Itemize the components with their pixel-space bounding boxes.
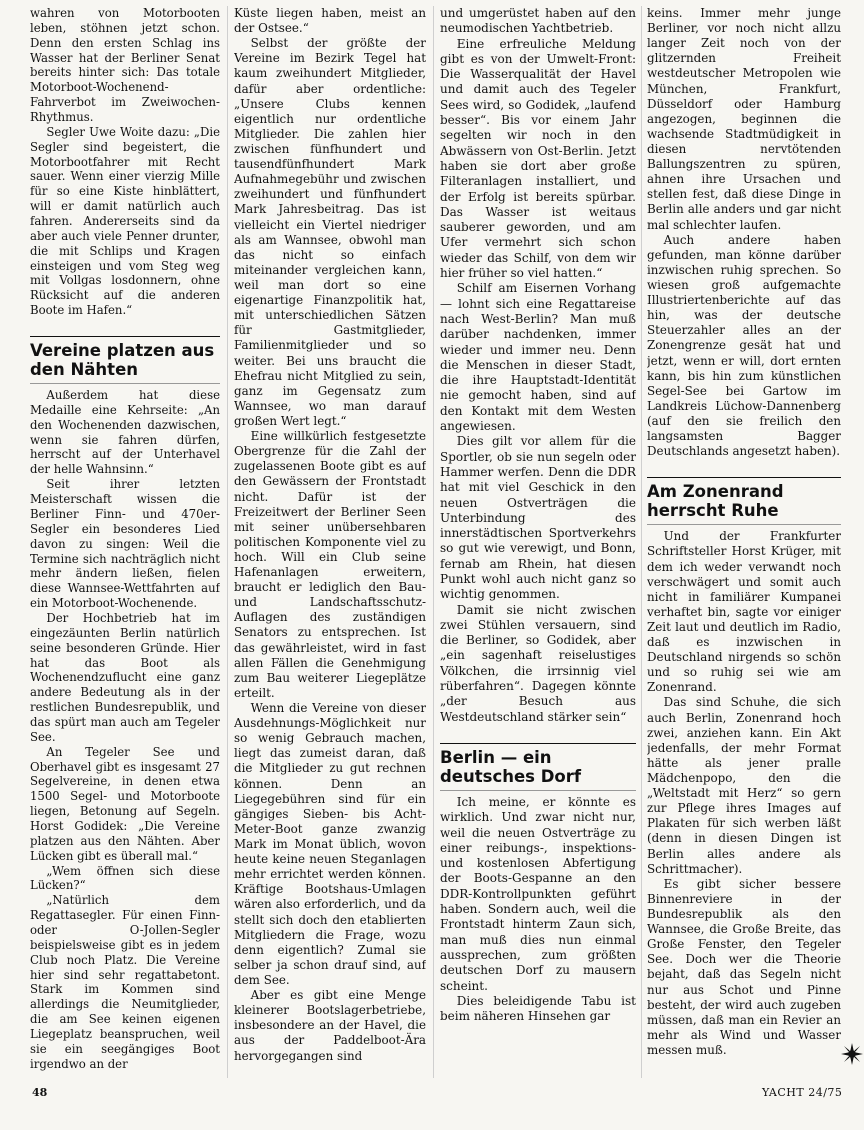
section-heading: Berlin — ein deutsches Dorf bbox=[440, 743, 636, 791]
paragraph: Das sind Schuhe, die sich auch Berlin, Zonenrand hoch zwei, anziehen kann. Ein Akt jedenfalls, der mehr Format hätte als jener pralle Mädchenpopo, den die „Weltstadt mit Herz“ so gern zur Pflege ihres Images auf Plakaten für sich werben läßt (denn in diesen Dingen ist Berlin alles andere als Schrittmacher). bbox=[647, 695, 841, 876]
paragraph: Eine erfreuliche Meldung gibt es von der Umwelt-Front: Die Wasserqualität der Havel und damit auch des Tegeler Sees wird, so Godidek, „laufend besser“. Bis vor einem Jahr segelten wir noch in den Abwässern von Ost-Berlin. Jetzt haben sie dort aber große Filteranlagen installiert, und der Erfolg ist bereits spürbar. Das Wasser ist weitaus sauberer geworden, und am Ufer vermehrt sich schon wieder das Schilf, von dem wir hier früher so viel hatten.“ bbox=[440, 36, 636, 281]
column-1 bbox=[30, 6, 220, 1078]
column-2 bbox=[234, 6, 426, 1078]
page-number: 48 bbox=[32, 1086, 48, 1099]
paragraph: Ich meine, er könnte es wirklich. Und zwar nicht nur, weil die neuen Ostverträge zu einer reibungs-, inspektions- und kostenlosen Abfertigung der Boots-Gespanne an den DDR-Kontrollpunkten geführt haben. Sondern auch, weil die Frontstadt hinterm Zaun sich, man muß dies nun einmal aussprechen, zum größten deutschen Dorf zu mausern scheint. bbox=[440, 794, 636, 993]
paragraph: Es gibt sicher bessere Binnenreviere in der Bundesrepublik als den Wannsee, die Große Breite, das Große Fenster, den Tegeler See. Doch wer die Theorie bejaht, daß das Segeln nicht nur aus Schot und Pinne besteht, der wird auch zugeben müssen, daß man ein Revier an mehr als Wind und Wasser messen muß. bbox=[647, 876, 841, 1057]
column-4 bbox=[647, 6, 841, 1078]
paragraph: und umgerüstet haben auf den neumodischen Yachtbetrieb. bbox=[440, 6, 636, 36]
paragraph: Außerdem hat diese Medaille eine Kehrseite: „An den Wochenenden dazwischen, wenn sie fahren dürfen, herrscht auf der Unterhavel der helle Wahnsinn.“ bbox=[30, 388, 220, 477]
paragraph: Der Hochbetrieb hat im eingezäunten Berlin natürlich seine besonderen Gründe. Hier hat das Boot als Wochenendzuflucht eine ganz andere Bedeutung als in der restlichen Bundesrepublik, und das spürt man auch am Tegeler See. bbox=[30, 610, 220, 744]
paragraph: „Wem öffnen sich diese Lücken?“ bbox=[30, 863, 220, 893]
paragraph: wahren von Motorbooten leben, stöhnen jetzt schon. Denn den ersten Schlag ins Wasser hat der Berliner Senat bereits hinter sich: Das totale Motorboot-Wochenend-Fahrverbot im Zweiwochen-Rhythmus. bbox=[30, 6, 220, 125]
paragraph: Dies beleidigende Tabu ist beim näheren Hinsehen gar bbox=[440, 993, 636, 1024]
paragraph: Küste liegen haben, meist an der Ostsee.“ bbox=[234, 6, 426, 36]
paragraph: Dies gilt vor allem für die Sportler, ob sie nun segeln oder Hammer werfen. Denn die DDR hat mit viel Geschick in den neuen Ostverträgen die Unterbindung des innerstädtischen Sportverkehrs so gut wie verewigt, und Bonn, fernab am Rhein, hat diesen Punkt wohl auch nicht ganz so wichtig genommen. bbox=[440, 434, 636, 602]
paragraph: Segler Uwe Woite dazu: „Die Segler sind begeistert, die Motorbootfahrer mit Recht sauer. Wenn einer vierzig Mille für so eine Kiste hinblättert, will er damit natürlich auch fahren. Andererseits sind da aber auch viele Penner drunter, die mit Schlips und Kragen einsteigen und vom Steg weg mit Vollgas losdonnern, ohne Rücksicht auf die anderen Boote im Hafen.“ bbox=[30, 124, 220, 318]
column-divider bbox=[641, 6, 642, 1078]
end-mark-icon bbox=[840, 1042, 864, 1066]
column-divider bbox=[433, 6, 434, 1078]
paragraph: keins. Immer mehr junge Berliner, vor noch nicht allzu langer Zeit noch von der glitzernden Freiheit westdeutscher Metropolen wie München, Frankfurt, Düsseldorf oder Hamburg angezogen, beginnen die wachsende Stadtmüdigkeit in diesen nervtötenden Ballungszentren zu spüren, ahnen ihre Ursachen und stellen fest, daß diese Dinge in Berlin alle anders und gar nicht mal schlechter laufen. bbox=[647, 6, 841, 232]
magazine-issue: YACHT 24/75 bbox=[762, 1086, 843, 1099]
paragraph: Eine willkürlich festgesetzte Obergrenze für die Zahl der zugelassenen Boote gibt es auf den Gewässern der Frontstadt nicht. Dafür ist der Freizeitwert der Berliner Seen mit seiner unübersehbaren politischen Komponente viel zu hoch. Will ein Club seine Hafenanlagen erweitern, braucht er lediglich den Bau- und Landschaftsschutz-Auflagen des zuständigen Senators zu entsprechen. Ist das gewährleistet, wird in fast allen Fällen die Genehmigung zum Bau weiterer Liegeplätze erteilt. bbox=[234, 429, 426, 700]
paragraph: Auch andere haben gefunden, man könne darüber inzwischen ruhig sprechen. So wiesen groß aufgemachte Illustriertenberichte auf das hin, was der deutsche Steuerzahler alles an der Zonengrenze gesät hat und jetzt, wenn er will, dort ernten kann, bis hin zum künstlichen Segel-See bei Gartow im Landkreis Lüchow-Dannenberg (auf den sie freilich den langsamsten Bagger Deutschlands angesetzt haben). bbox=[647, 232, 841, 459]
section-heading: Vereine platzen aus den Nähten bbox=[30, 336, 220, 384]
column-3 bbox=[440, 6, 636, 1078]
section-heading: Am Zonenrand herrscht Ruhe bbox=[647, 477, 841, 525]
paragraph: Wenn die Vereine von dieser Ausdehnungs-Möglichkeit nur so wenig Gebrauch machen, liegt das zumeist daran, daß die Mitglieder zu gut rechnen können. Denn an Liegegebühren sind für ein gängiges Sieben- bis Acht-Meter-Boot ganze zwanzig Mark im Monat üblich, wovon heute keine neuen Steganlagen mehr errichtet werden können. Kräftige Bootshaus-Umlagen wären also erforderlich, und da stellt sich doch den etablierten Mitgliedern die Frage, wozu denn eigentlich? Zumal sie selber ja schon drauf sind, auf dem See. bbox=[234, 701, 426, 987]
paragraph: Aber es gibt eine Menge kleinerer Bootslagerbetriebe, insbesondere an der Havel, die aus der Paddelboot-Ära hervorgegangen sind bbox=[234, 988, 426, 1063]
paragraph: Schilf am Eisernen Vorhang — lohnt sich eine Regattareise nach West-Berlin? Man muß darüber nachdenken, immer wieder und immer neu. Denn die Menschen in dieser Stadt, die ihre Hauptstadt-Identität nie gemocht haben, sind auf den Kontakt mit dem Westen angewiesen. bbox=[440, 281, 636, 434]
paragraph: Selbst der größte der Vereine im Bezirk Tegel hat kaum zweihundert Mitglieder, dafür aber ordentliche: „Unsere Clubs kennen eigentlich nur ordentliche Mitglieder. Die zahlen hier zwischen fünfhundert und tausendfünfhundert Mark Aufnahmegebühr und zwischen zweihundert und fünfhundert Mark Jahresbeitrag. Das ist vielleicht ein Viertel niedriger als am Wannsee, obwohl man das nicht so einfach miteinander vergleichen kann, weil man dort so eine eigenartige Finanzpolitik hat, mit unterschiedlichen Sätzen für Gastmitglieder, Familienmitglieder und so weiter. Bei uns braucht die Ehefrau nicht Mitglied zu sein, ganz im Gegensatz zum Wannsee, wo man darauf großen Wert legt.“ bbox=[234, 36, 426, 428]
column-divider bbox=[227, 6, 228, 1078]
paragraph: Und der Frankfurter Schriftsteller Horst Krüger, mit dem ich weder verwandt noch verschwägert und somit auch nicht in familiärer Kumpanei verhaftet bin, sagte vor einiger Zeit laut und deutlich im Radio, daß es inzwischen in Deutschland nirgends so schön und so ruhig sei wie am Zonenrand. bbox=[647, 529, 841, 695]
paragraph: Seit ihrer letzten Meisterschaft wissen die Berliner Finn- und 470er-Segler ein besonderes Lied davon zu singen: Weil die Termine sich nachträglich nicht mehr ändern ließen, fielen diese Wannsee-Wettfahrten auf ein Motorboot-Wochenende. bbox=[30, 477, 220, 611]
paragraph: „Natürlich dem Regattasegler. Für einen Finn- oder O-Jollen-Segler beispielsweise gibt es in jedem Club noch Platz. Die Vereine hier sind sehr regattabetont. Stark im Kommen sind allerdings die Neumitglieder, die am See keinen eigenen Liegeplatz beanspruchen, weil sie ein seegängiges Boot irgendwo an der bbox=[30, 893, 220, 1071]
paragraph: An Tegeler See und Oberhavel gibt es insgesamt 27 Segelvereine, in denen etwa 1500 Segel- und Motorboote liegen, Betonung auf Segeln. Horst Godidek: „Die Vereine platzen aus den Nähten. Aber Lücken gibt es überall mal.“ bbox=[30, 744, 220, 863]
paragraph: Damit sie nicht zwischen zwei Stühlen versauern, sind die Berliner, so Godidek, aber „ein sagenhaft reiselustiges Völkchen, die irrsinnig viel rüberfahren“. Dagegen könnte „der Besuch aus Westdeutschland stärker sein“ bbox=[440, 602, 636, 724]
